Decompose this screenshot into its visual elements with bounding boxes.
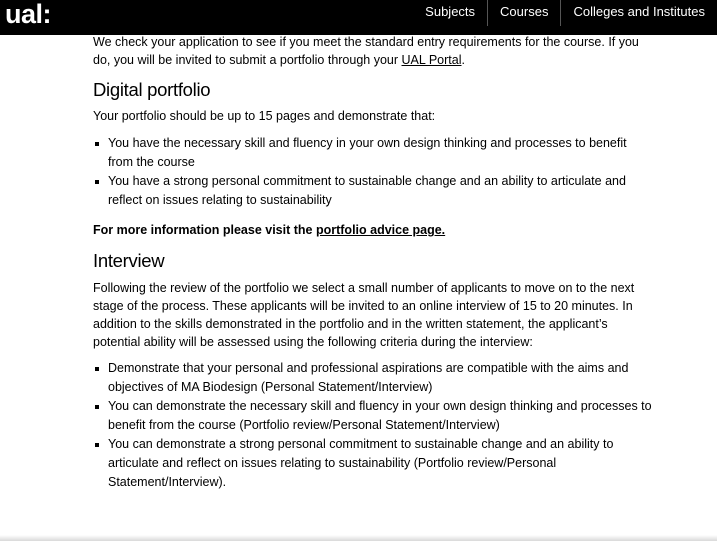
window-bottom-edge bbox=[0, 535, 717, 541]
nav-courses[interactable]: Courses bbox=[487, 0, 560, 26]
intro-text: We check your application to see if you meet the standard entry requirements for the course. If you do, you will be invited to submit a portfolio through your bbox=[93, 35, 639, 67]
intro-period: . bbox=[461, 53, 465, 67]
top-navigation-bar bbox=[0, 0, 717, 35]
portfolio-lead-text: Your portfolio should be up to 15 pages and demonstrate that: bbox=[93, 109, 436, 123]
nav-colleges-and-institutes[interactable]: Colleges and Institutes bbox=[560, 0, 717, 26]
list-item: Demonstrate that your personal and professional aspirations are compatible with the aims and objectives of MA Biodesign (Personal Statement/Interview) bbox=[108, 359, 653, 397]
interview-criteria-list bbox=[93, 359, 653, 492]
portfolio-requirements-list bbox=[93, 134, 653, 210]
more-info-paragraph bbox=[93, 221, 653, 239]
list-item: You have a strong personal commitment to sustainable change and an ability to articulate and reflect on issues relating to sustainability bbox=[108, 172, 653, 210]
interview-paragraph: Following the review of the portfolio we select a small number of applicants to move on to the next stage of the process. These applicants will be invited to an online interview of 15 to 20 minutes. In addition to the skills demonstrated in the portfolio and in the written statement, the applicant’s potential ability will be assessed using the following criteria during the interview: bbox=[93, 281, 635, 349]
list-item: You can demonstrate a strong personal commitment to sustainable change and an ability to articulate and reflect on issues relating to sustainability (Portfolio review/Personal Statement/Interview). bbox=[108, 435, 653, 492]
intro-paragraph bbox=[93, 33, 653, 69]
digital-portfolio-heading: Digital portfolio bbox=[93, 79, 211, 100]
list-item: You can demonstrate the necessary skill and fluency in your own design thinking and processes to benefit from the course (Portfolio review/Personal Statement/Interview) bbox=[108, 397, 653, 435]
nav-subjects[interactable]: Subjects bbox=[425, 4, 476, 19]
main-nav bbox=[413, 0, 717, 26]
portfolio-advice-link[interactable]: portfolio advice page. bbox=[315, 223, 446, 237]
list-item: You have the necessary skill and fluency in your own design thinking and processes to benefit from the course bbox=[108, 134, 653, 172]
ual-portal-link[interactable]: UAL Portal bbox=[401, 53, 462, 67]
more-info-text: For more information please visit the bbox=[93, 223, 316, 237]
main-content bbox=[93, 33, 653, 492]
ual-logo[interactable]: ual: bbox=[5, 0, 52, 29]
interview-heading: Interview bbox=[93, 250, 165, 271]
